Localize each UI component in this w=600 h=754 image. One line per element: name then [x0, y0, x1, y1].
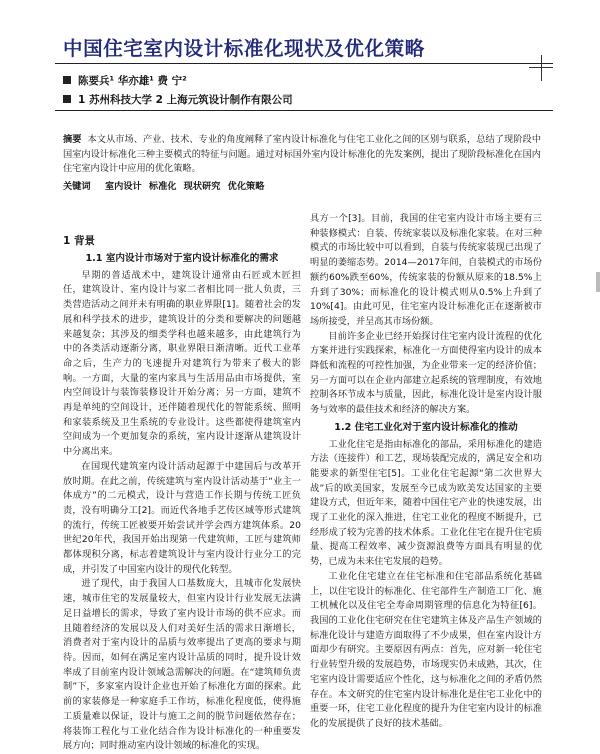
- subsection-heading-1-1: 1.1 室内设计市场对于室内设计标准化的需求: [85, 253, 279, 264]
- keywords-label: 关键词: [63, 181, 91, 192]
- title-rule-top: [55, 63, 553, 64]
- keywords-items: 室内设计 标准化 现状研究 优化策略: [104, 181, 265, 192]
- left-column: [63, 252, 301, 754]
- affiliation-line: 1 苏州科技大学 2 上海元筑设计制作有限公司: [78, 94, 293, 106]
- section-heading: 1 背景: [63, 235, 95, 247]
- paragraph: 进了现代，由于我国人口基数庞大，且城市化发展快速，城市住宅的发展量较大，但室内设计行业发展无法满足日益增长的需求，导致了室内设计市场的供不应求。而且随着经济的发展以及人们对美好生活的需求日渐增长，消费者对于室内设计的品质与效率提出了更高的要求与期待。因而，如何在满足室内设计品质的同时，提升设计效率成了目前室内设计领域急需解决的问题。在“建筑师负责制”下，多家室内设计企业也开始了标准化方面的探索。此前的家装修是一种家庭手工作坊，标准化程度低，使得施工质量难以保证，设计与施工之间的脱节问题依然存在；将装饰工程化与工业化结合作为设计标准化的一种重要发展方向；同时推动室内设计领域的标准化的实现。: [63, 578, 301, 752]
- paper-title: 中国住宅室内设计标准化现状及优化策略: [63, 37, 425, 60]
- paragraph: 工业化住宅是指由标准化的部品，采用标准化的建造方法（连接件）和工艺，现场装配完成的，满足安全和功能要求的新型住宅[5]。工业化住宅起源“第二次世界大战”后的欧美国家，发展至今已成为欧美发达国家的主要建设方式，但近年来，随着中国住宅产业的快速发展，出现了工业化的深入推进，住宅工业化的程度不断提升，已经形成了较为完善的技术体系。工业化住宅在提升住宅质量、提高工程效率、减少资源浪费等方面具有明显的优势，已成为未来住宅发展的趋势。: [310, 438, 542, 568]
- page-edge-mark: [596, 272, 600, 292]
- right-column: [310, 212, 542, 732]
- paragraph: 具方一个[3]。目前，我国的住宅室内设计市场主要有三种装修模式：自装、传统家装以及标准化家装。在对三种模式的市场比较中可以看到，自装与传统家装现已出现了明显的萎缩态势。2014—2017年间，自装模式的市场份额约60%跌至60%，传统家装的份额从原来的18.5%上升到了30%；而标准化的设计模式则从0.5%上升到了10%[4]。由此可见，住宅室内设计标准化正在逐渐被市场所接受，并呈高其市场份额。: [310, 213, 542, 327]
- author-bullet: [63, 76, 71, 84]
- crop-mark-vertical: [541, 55, 542, 81]
- paragraph: 在国现代建筑室内设计活动起源于中建国后与改革开放时期。在此之前，传统建筑与室内设计活动基于“业主一体成方”的二元模式，设计与营造工作长期与传统工匠负责，没有明确分工[2]。而近代各地手艺传区域等形式建筑的流行，传统工匠被要开始尝试并学会西方建筑体系。20世纪20年代，我国开始出现第一代建筑师，工匠与建筑师都体现积分离，标志着建筑设计与室内设计行业分工的完成，并引发了中国室内设计的现代化转型。: [63, 460, 301, 575]
- subsection-heading-1-2: 1.2 住宅工业化对于室内设计标准化的推动: [334, 421, 518, 433]
- crop-mark-horizontal: [529, 67, 553, 68]
- affiliation-bullet: [63, 95, 71, 103]
- header-rule-bottom: [55, 110, 553, 111]
- paragraph: 工业化住宅建立在住宅标准和住宅部品系统化基础上，以住宅设计的标准化、住宅部件生产制造工厂化、施工机械化以及住宅全寿命周期管理的信息化为特征[6]。我国的工业化住宅研究在住宅建筑主体及产品生产领域的标准化设计与建造方面取得了不少成果，但在室内设计方面却少有研究。主要原因有两点：首先，应对新一轮住宅行业转型升级的发展趋势，市场现实仍未成熟，其次，住宅室内设计需要适应个性化，这与标准化之间的矛盾仍然存在。本文研究的住宅室内设计标准化是住宅工业化中的重要一环，住宅工业化程度的提升为住宅室内设计的标准化的发展提供了良好的技术基础。: [310, 570, 542, 729]
- keywords: [63, 178, 264, 192]
- paragraph: 目前许多企业已经开始探讨住宅室内设计流程的优化方案并进行实践探索，标准化一方面使得室内设计的成本降低和流程的可控性加强，为企业带来一定的经济价值；另一方面可以在企业内部建立起系统的管理制度，有效地控制各环节成本与质量，因此，标准化设计是室内设计服务与效率的最佳技术和经济的解决方案。: [310, 330, 542, 416]
- paragraph: 早期的普适战术中，建筑设计通常由石匠或木匠担任，建筑设计、室内设计与家二者相比同一批人负责，三类营造活动之间并未有明确的职业界限[1]。随着社会的发展和科学技术的进步，建筑设计的分类和要解决的问题越来越复杂；其涉及的细类学科也越来越多，由此建筑行为中的各类活动逐渐分离，职业界限日渐清晰。近代工业革命之后，生产力的飞速提升对建筑行为带来了极大的影响。一方面，大量的室内家具与生活用品由市场提供，室内空间设计与装饰装修设计开始分离；另一方面，建筑不再是单纯的空间设计，还伴随着现代化的智能系统、照明和家装系统及卫生系统的专业设计。这些都使得建筑室内空间成为一个更加复杂的系统，室内设计逐渐从建筑设计中分离出来。: [63, 269, 301, 458]
- abstract-text: 本文从市场、产业、技术、专业的角度阐释了室内设计标准化与住宅工业化之间的区别与联系，总结了现阶段中国室内设计标准化三种主要模式的特征与问题。通过对标国外室内设计标准化的先发案例，提出了现阶段标准化在国内住宅室内设计中应用的优化策略。: [63, 134, 542, 174]
- abstract-label: 摘要: [63, 134, 82, 145]
- author-line: 陈要兵¹ 华亦雄¹ 费 宁²: [78, 75, 187, 87]
- abstract: [63, 133, 541, 177]
